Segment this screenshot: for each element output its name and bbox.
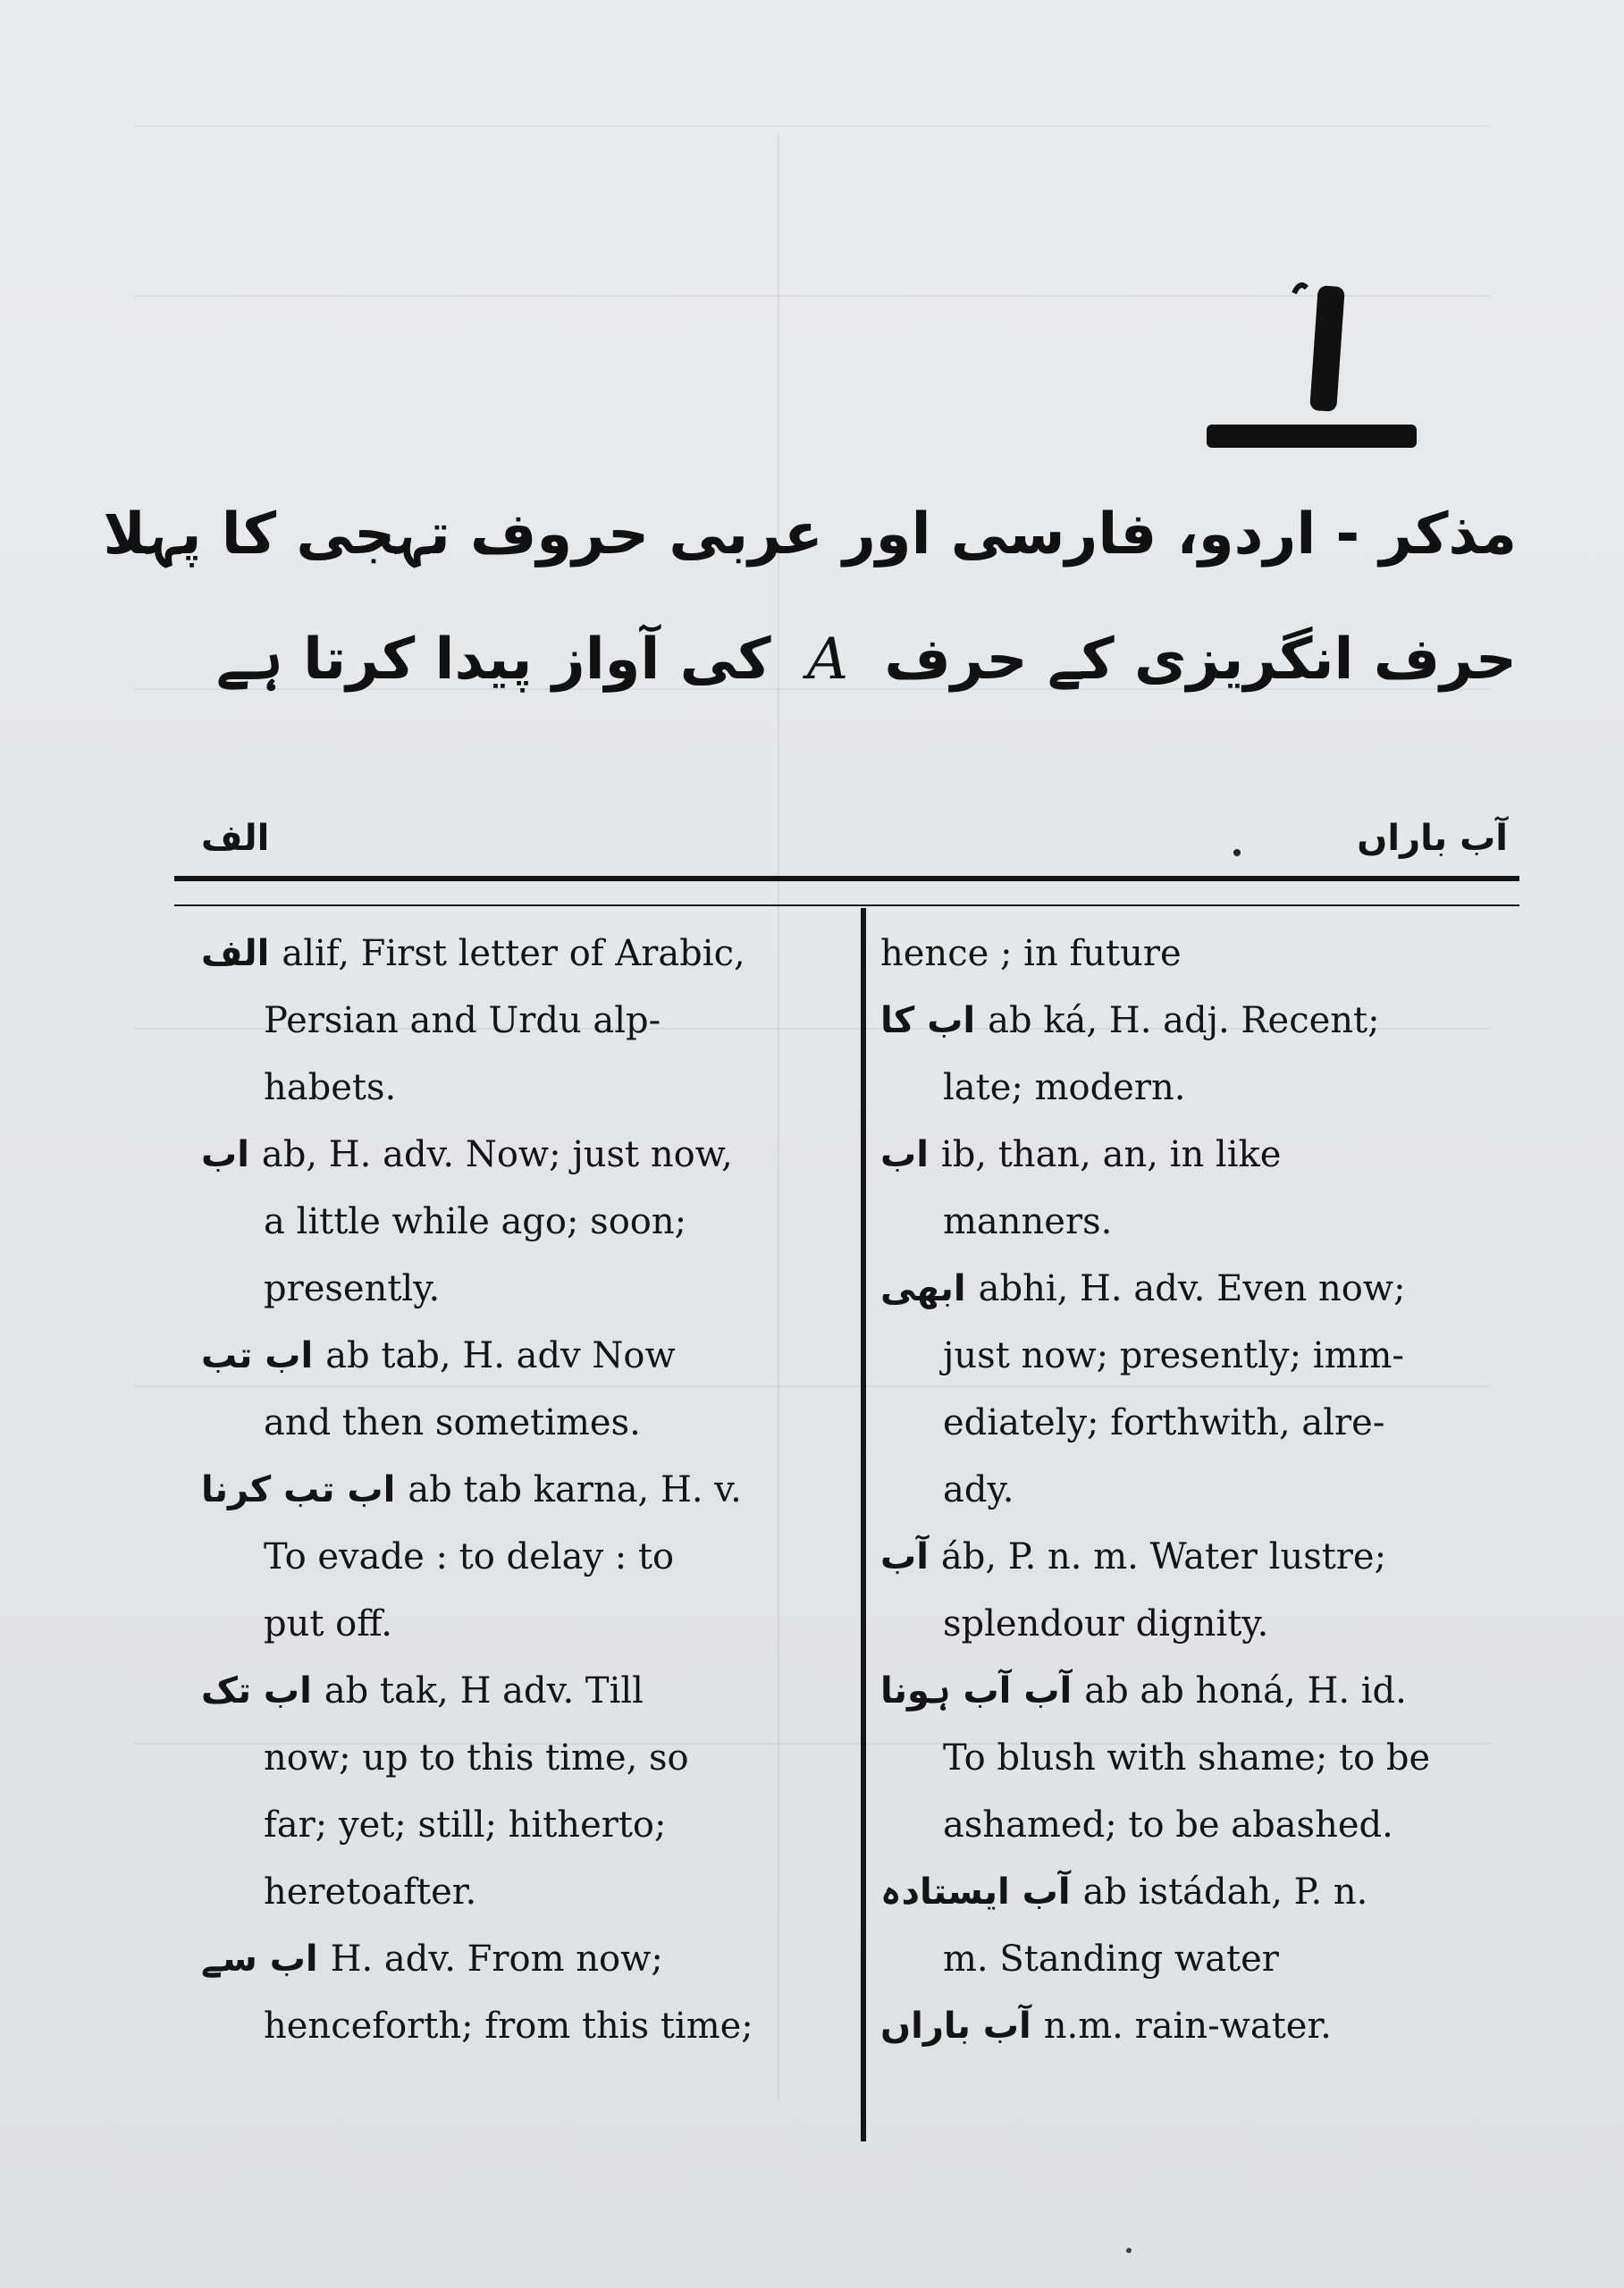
urdu-headword: آب (880, 1536, 929, 1577)
entry-text: henceforth; from this time; (264, 2006, 753, 2047)
entry-line (880, 921, 1524, 988)
entry-text: ab istádah, P. n. (1082, 1872, 1368, 1913)
entry-text: ab tak, H adv. Till (324, 1670, 644, 1712)
urdu-headword: الف (201, 933, 270, 974)
entry-line (880, 1055, 1524, 1122)
urdu-headword: آب آب ہونا (880, 1670, 1073, 1712)
entry-text: ab, H. adv. Now; just now, (261, 1134, 733, 1175)
letter-description-line-2 (216, 626, 1517, 693)
entry-line (201, 1792, 845, 1859)
entry-line (880, 1993, 1524, 2060)
entry-text: a little while ago; soon; (264, 1201, 687, 1242)
letter-description-line-2-part-b: کی آواز پیدا کرتا ہے (215, 627, 771, 693)
entry-line (201, 1591, 845, 1658)
entry-line (201, 988, 845, 1055)
entry-line (201, 1390, 845, 1457)
entry-line (201, 1658, 845, 1725)
dictionary-entry (880, 988, 1524, 1122)
urdu-headword: اب کا (880, 1000, 976, 1041)
entry-text: abhi, H. adv. Even now; (978, 1268, 1406, 1309)
entry-line (201, 1122, 845, 1189)
entry-line (201, 1725, 845, 1792)
entry-line (201, 1926, 845, 1993)
entry-line (201, 1993, 845, 2060)
entry-text: habets. (264, 1067, 397, 1108)
entry-line (880, 1390, 1524, 1457)
entry-text: ab tab karna, H. v. (408, 1469, 742, 1510)
dictionary-entry (201, 1122, 845, 1323)
urdu-headword: آب ایستادہ (880, 1872, 1071, 1913)
urdu-headword: ابھی (880, 1268, 966, 1309)
running-head-right: آب باراں (1357, 818, 1508, 859)
dictionary-entry (880, 921, 1524, 988)
entry-text: ady. (943, 1469, 1014, 1510)
entry-line (880, 1591, 1524, 1658)
entry-line (880, 1189, 1524, 1256)
entry-text: far; yet; still; hitherto; (264, 1804, 667, 1846)
entry-text: To evade : to delay : to (264, 1536, 675, 1577)
dictionary-entry (880, 1993, 1524, 2060)
running-head-left: الف (201, 818, 270, 859)
entry-line (880, 1524, 1524, 1591)
entry-text: presently. (264, 1268, 441, 1309)
entry-line (201, 1859, 845, 1926)
dictionary-entry (201, 1323, 845, 1457)
print-dot (1126, 2248, 1132, 2253)
urdu-headword: اب سے (201, 1939, 318, 1980)
entry-line (880, 1323, 1524, 1390)
latin-letter-a: A (806, 627, 849, 693)
entry-line (880, 1122, 1524, 1189)
urdu-headword: اب (880, 1134, 929, 1175)
dictionary-entry (880, 1658, 1524, 1859)
entry-text: ab tab, H. adv Now (325, 1335, 676, 1376)
entry-line (880, 1792, 1524, 1859)
entry-text: áb, P. n. m. Water lustre; (940, 1536, 1387, 1577)
bleed-through-line (134, 125, 1490, 127)
dictionary-entry (880, 1256, 1524, 1524)
entry-line (880, 988, 1524, 1055)
dictionary-entry (880, 1122, 1524, 1256)
entry-line (880, 1457, 1524, 1524)
entry-line (201, 1055, 845, 1122)
entry-text: put off. (264, 1603, 392, 1644)
entry-text: manners. (943, 1201, 1113, 1242)
entry-line (201, 1524, 845, 1591)
entry-line (880, 1926, 1524, 1993)
entry-text: H. adv. From now; (330, 1939, 663, 1980)
entry-line (880, 1859, 1524, 1926)
letter-description-line-2-part-a: حرف انگریزی کے حرف (884, 627, 1517, 693)
entry-line (201, 921, 845, 988)
letter-description-line-1: مذکر - اردو، فارسی اور عربی حروف تہجی کا پہلا (103, 501, 1517, 568)
entry-line (201, 1323, 845, 1390)
entry-text: just now; presently; imm- (943, 1335, 1404, 1376)
entry-line (880, 1256, 1524, 1323)
entry-text: heretoafter. (264, 1872, 477, 1913)
entry-line (880, 1725, 1524, 1792)
alif-letter-glyph (1198, 268, 1421, 465)
entry-text: now; up to this time, so (264, 1737, 689, 1779)
entry-text: ashamed; to be abashed. (943, 1804, 1393, 1846)
dictionary-entry (201, 1658, 845, 1926)
urdu-headword: اب تب (201, 1335, 314, 1376)
dictionary-entry (201, 1926, 845, 2060)
entry-text: ab ab honá, H. id. (1084, 1670, 1407, 1712)
entry-text: ab ká, H. adj. Recent; (988, 1000, 1380, 1041)
entry-text: m. Standing water (943, 1939, 1279, 1980)
print-dot (1233, 849, 1241, 856)
header-rule-thick (174, 876, 1519, 881)
entry-text: n.m. rain-water. (1043, 2006, 1332, 2047)
dictionary-entry (201, 1457, 845, 1658)
entry-text: ediately; forthwith, alre- (943, 1402, 1385, 1443)
entry-text: ib, than, an, in like (940, 1134, 1282, 1175)
entry-text: splendour dignity. (943, 1603, 1269, 1644)
entry-line (201, 1256, 845, 1323)
dictionary-entry (880, 1524, 1524, 1658)
header-rule-thin (174, 904, 1519, 906)
urdu-headword: آب باراں (880, 2006, 1031, 2047)
entry-text: alif, First letter of Arabic, (282, 933, 745, 974)
entry-text: To blush with shame; to be (943, 1737, 1431, 1779)
dictionary-entry (201, 921, 845, 1122)
entry-text: hence ; in future (880, 933, 1182, 974)
column-divider (861, 908, 866, 2141)
left-column (201, 921, 845, 2060)
entry-line (201, 1457, 845, 1524)
urdu-headword: اب (201, 1134, 249, 1175)
entry-text: Persian and Urdu alp- (264, 1000, 661, 1041)
urdu-headword: اب تب کرنا (201, 1469, 396, 1510)
urdu-headword: اب تک (201, 1670, 312, 1712)
entry-text: late; modern. (943, 1067, 1186, 1108)
right-column (880, 921, 1524, 2060)
entry-line (880, 1658, 1524, 1725)
dictionary-entry (880, 1859, 1524, 1993)
entry-line (201, 1189, 845, 1256)
entry-text: and then sometimes. (264, 1402, 641, 1443)
